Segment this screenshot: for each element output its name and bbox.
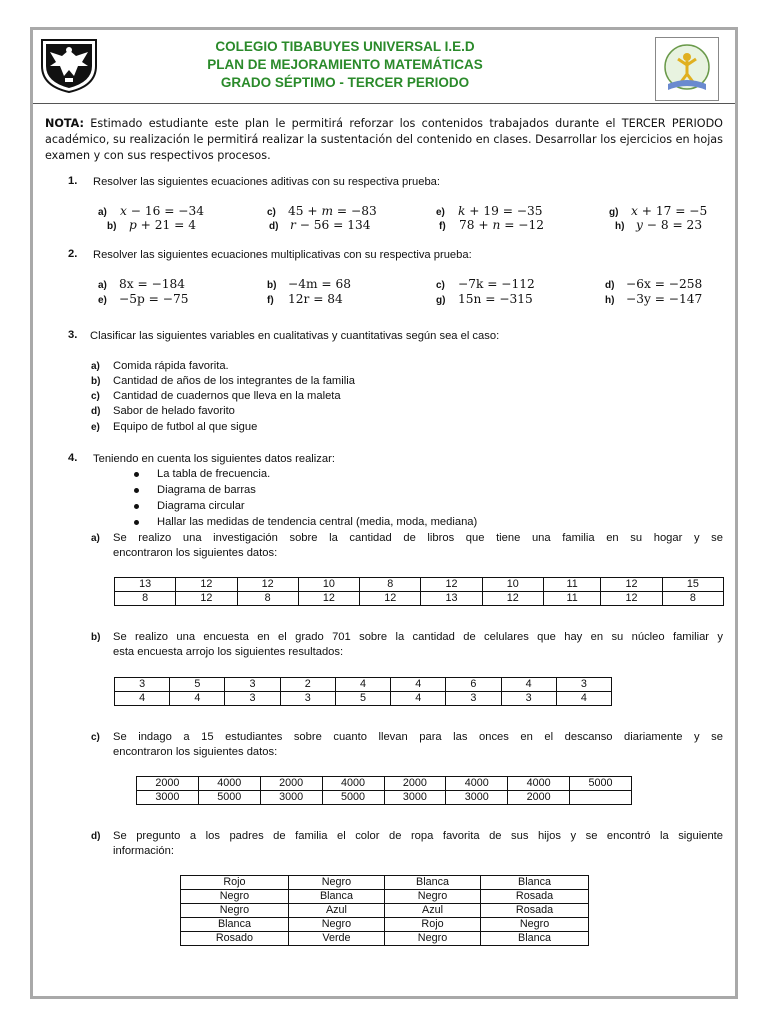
bullet-icon: [134, 488, 139, 493]
q1-c-eq: 45 + 𝑚 = −83: [288, 204, 377, 218]
q2-f-eq: 12r = 84: [288, 292, 343, 306]
table-cell: Negro: [384, 890, 480, 904]
table-row: [115, 578, 724, 592]
table-cell: 11: [543, 578, 601, 592]
table-cell: 10: [298, 578, 359, 592]
q2-c-eq: −7k = −112: [458, 277, 535, 291]
table-row: [181, 918, 589, 932]
q4-a-line1: Se realizo una investigación sobre la cantidad de libros que tiene una familia en su hogar y se: [113, 532, 723, 544]
table-cell: 8: [237, 592, 298, 606]
q1-g-eq: 𝑥 + 17 = −5: [631, 204, 708, 218]
q2-d-label: d): [605, 280, 615, 291]
q4-text: Teniendo en cuenta los siguientes datos realizar:: [93, 453, 335, 465]
table-snack-money: [136, 776, 632, 805]
q4-d-line2: información:: [113, 845, 174, 857]
table-cell: 11: [543, 592, 601, 606]
q3-d-label: d): [91, 406, 101, 417]
table-cell: Azul: [384, 904, 480, 918]
table-cell: 13: [115, 578, 176, 592]
q4-bullet-2: Diagrama de barras: [157, 484, 256, 496]
bogota-eagle-crest-icon: [38, 36, 100, 94]
q2-h-label: h): [605, 295, 615, 306]
school-name: COLEGIO TIBABUYES UNIVERSAL I.E.D: [215, 39, 475, 54]
q4-a-line2: encontraron los siguientes datos:: [113, 547, 278, 559]
table-row: [137, 777, 632, 791]
table-cell: Negro: [384, 932, 480, 946]
q1-h-eq: 𝑦 − 8 = 23: [636, 218, 703, 232]
table-cell: Blanca: [384, 876, 480, 890]
table-row: [137, 791, 632, 805]
q1-f-eq: 78 + 𝑛 = −12: [459, 218, 544, 232]
bullet-icon: [134, 520, 139, 525]
table-cell: 6: [446, 678, 501, 692]
q3-d-text: Sabor de helado favorito: [113, 405, 235, 417]
q2-c-label: c): [436, 280, 445, 291]
q4-d-label: d): [91, 831, 101, 842]
table-cell: 5000: [570, 777, 632, 791]
table-cell: Rojo: [384, 918, 480, 932]
q3-e-label: e): [91, 422, 100, 433]
table-cell: 3000: [260, 791, 322, 805]
table-cell: 4: [501, 678, 556, 692]
table-clothes-color: [180, 875, 589, 946]
bullet-icon: [134, 472, 139, 477]
table-cell: 2000: [260, 777, 322, 791]
plan-title: PLAN DE MEJORAMIENTO MATEMÁTICAS: [207, 57, 483, 72]
q3-a-text: Comida rápida favorita.: [113, 360, 229, 372]
q2-g-eq: 15n = −315: [458, 292, 533, 306]
q2-d-eq: −6x = −258: [626, 277, 703, 291]
table-cell: 12: [482, 592, 543, 606]
q1-text: Resolver las siguientes ecuaciones aditivas con su respectiva prueba:: [93, 176, 441, 188]
q2-number: 2.: [68, 248, 78, 260]
table-cell: 5: [335, 692, 390, 706]
q2-h-eq: −3y = −147: [626, 292, 703, 306]
table-cell: 4: [391, 692, 446, 706]
q4-bullet-4: Hallar las medidas de tendencia central (media, moda, mediana): [157, 516, 478, 528]
table-cell: Negro: [181, 890, 289, 904]
table-cell: 4: [335, 678, 390, 692]
table-cell: Negro: [481, 918, 589, 932]
q4-c-line1: Se indago a 15 estudiantes sobre cuanto llevan para las onces en el descanso diariamente y se: [113, 731, 723, 743]
table-cell: 12: [601, 592, 662, 606]
nota-paragraph: [45, 116, 723, 164]
table-cell: 3000: [384, 791, 446, 805]
table-cell: 4000: [446, 777, 508, 791]
table-cell: 3: [225, 692, 280, 706]
table-cell: 8: [115, 592, 176, 606]
table-cell: 5: [170, 678, 225, 692]
q4-b-label: b): [91, 632, 101, 643]
table-row: [115, 692, 612, 706]
table-cell: Negro: [288, 918, 384, 932]
table-row: [181, 890, 589, 904]
table-cell: 13: [421, 592, 482, 606]
table-cell: 2: [280, 678, 335, 692]
q1-f-label: f): [439, 221, 446, 232]
table-cell: Blanca: [181, 918, 289, 932]
q4-b-line2: esta encuesta arrojo los siguientes resultados:: [113, 646, 344, 658]
table-cell: 10: [482, 578, 543, 592]
q3-a-label: a): [91, 361, 100, 372]
table-cell: 12: [601, 578, 662, 592]
q1-g-label: g): [609, 207, 619, 218]
table-cell: 4: [556, 692, 611, 706]
q4-c-line2: encontraron los siguientes datos:: [113, 746, 278, 758]
table-cell: 12: [298, 592, 359, 606]
table-cell: Verde: [288, 932, 384, 946]
grade-period: GRADO SÉPTIMO - TERCER PERIODO: [220, 75, 470, 90]
bullet-icon: [134, 504, 139, 509]
q1-e-label: e): [436, 207, 445, 218]
q2-e-label: e): [98, 295, 107, 306]
table-phones: [114, 677, 612, 706]
table-cell: 3000: [446, 791, 508, 805]
table-cell: Blanca: [481, 932, 589, 946]
q1-e-eq: 𝑘 + 19 = −35: [458, 204, 543, 218]
q2-a-label: a): [98, 280, 107, 291]
q1-d-eq: 𝑟 − 56 = 134: [290, 218, 371, 232]
q3-e-text: Equipo de futbol al que sigue: [113, 421, 258, 433]
q2-b-eq: −4m = 68: [288, 277, 351, 291]
q1-a-label: a): [98, 207, 107, 218]
table-row: [115, 592, 724, 606]
q4-bullet-3: Diagrama circular: [157, 500, 245, 512]
table-cell: Negro: [181, 904, 289, 918]
table-cell: Negro: [288, 876, 384, 890]
header-divider: [33, 103, 735, 104]
table-cell: 12: [176, 578, 237, 592]
table-cell: 2000: [384, 777, 446, 791]
table-books: [114, 577, 724, 606]
table-cell: 4: [391, 678, 446, 692]
q1-h-label: h): [615, 221, 625, 232]
q4-d-line1: Se pregunto a los padres de familia el color de ropa favorita de sus hijos y se encontró la siguiente: [113, 830, 723, 842]
q2-f-label: f): [267, 295, 274, 306]
table-cell: 12: [360, 592, 421, 606]
table-cell: Rosada: [481, 904, 589, 918]
table-cell: Azul: [288, 904, 384, 918]
q3-b-text: Cantidad de años de los integrantes de la familia: [113, 375, 355, 387]
table-cell: 4000: [322, 777, 384, 791]
q1-d-label: d): [269, 221, 279, 232]
q4-number: 4.: [68, 452, 78, 464]
table-cell: 3: [556, 678, 611, 692]
table-cell: 3: [501, 692, 556, 706]
q4-b-line1: Se realizo una encuesta en el grado 701 sobre la cantidad de celulares que hay en su núcleo familiar y: [113, 631, 723, 643]
q2-g-label: g): [436, 295, 446, 306]
table-cell: 2000: [137, 777, 199, 791]
school-header: [120, 38, 570, 92]
q1-c-label: c): [267, 207, 276, 218]
q3-number: 3.: [68, 329, 78, 341]
table-cell: 3: [446, 692, 501, 706]
q2-b-label: b): [267, 280, 277, 291]
table-cell: 4000: [508, 777, 570, 791]
table-cell: 4: [170, 692, 225, 706]
table-cell: Blanca: [288, 890, 384, 904]
table-row: [181, 876, 589, 890]
table-cell: Rosado: [181, 932, 289, 946]
table-cell: 8: [662, 592, 723, 606]
table-cell: 12: [421, 578, 482, 592]
table-cell: 12: [176, 592, 237, 606]
q2-text: Resolver las siguientes ecuaciones multiplicativas con su respectiva prueba:: [93, 249, 472, 261]
table-cell: Blanca: [481, 876, 589, 890]
q1-b-eq: 𝑝 + 21 = 4: [129, 218, 196, 232]
table-cell: [570, 791, 632, 805]
table-cell: 5000: [322, 791, 384, 805]
table-cell: 15: [662, 578, 723, 592]
nota-label: NOTA:: [45, 117, 84, 130]
school-logo-icon: [655, 37, 719, 101]
table-cell: 3: [225, 678, 280, 692]
q3-b-label: b): [91, 376, 101, 387]
table-cell: Rosada: [481, 890, 589, 904]
q3-text: Clasificar las siguientes variables en cualitativas y cuantitativas según sea el caso:: [90, 330, 500, 342]
q4-c-label: c): [91, 732, 100, 743]
table-cell: 12: [237, 578, 298, 592]
table-cell: 5000: [198, 791, 260, 805]
table-cell: 3: [115, 678, 170, 692]
q3-c-label: c): [91, 391, 100, 402]
table-cell: 4000: [198, 777, 260, 791]
q3-c-text: Cantidad de cuadernos que lleva en la maleta: [113, 390, 341, 402]
table-cell: 2000: [508, 791, 570, 805]
table-cell: 3000: [137, 791, 199, 805]
q1-number: 1.: [68, 175, 78, 187]
q1-a-eq: 𝑥 − 16 = −34: [120, 204, 205, 218]
table-row: [115, 678, 612, 692]
q2-a-eq: 8x = −184: [119, 277, 186, 291]
table-row: [181, 932, 589, 946]
q4-a-label: a): [91, 533, 100, 544]
table-cell: 8: [360, 578, 421, 592]
table-row: [181, 904, 589, 918]
q1-b-label: b): [107, 221, 117, 232]
nota-text: Estimado estudiante este plan le permitirá reforzar los contenidos trabajados durante el TERCER PERIODO académico, su realización le permitirá realizar la sustentación del contenido en clases. Desarrollar los ejercicios en hojas examen y con sus respectivos procesos.: [45, 117, 723, 162]
table-cell: 4: [115, 692, 170, 706]
q4-bullet-1: La tabla de frecuencia.: [157, 468, 271, 480]
table-cell: Rojo: [181, 876, 289, 890]
q2-e-eq: −5p = −75: [119, 292, 189, 306]
table-cell: 3: [280, 692, 335, 706]
